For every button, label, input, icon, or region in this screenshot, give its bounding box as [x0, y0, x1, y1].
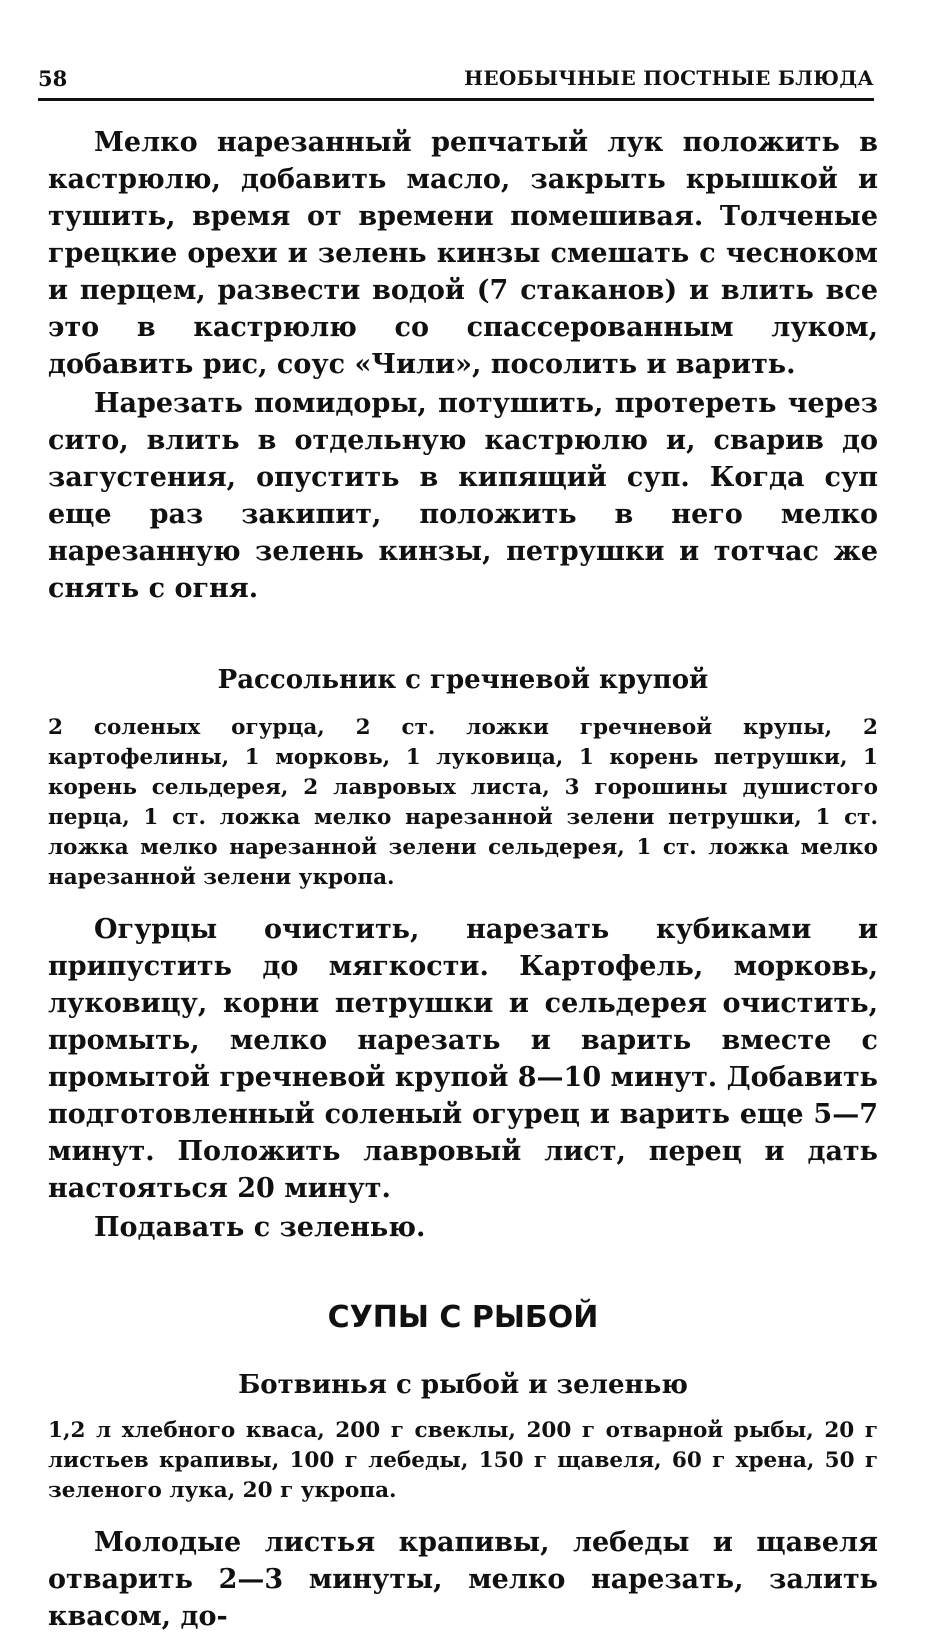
section-title: СУПЫ С РЫБОЙ [327, 1300, 599, 1335]
body-paragraph: Подавать с зеленью. [94, 1212, 426, 1243]
body-paragraph: Нарезать помидоры, потушить, протереть через сито, влить в отдельную кастрюлю и, сварив до загустения, опустить в кипящий суп. Когда суп еще раз закипит, положить в него мелко нарезанную зелень кинзы, петрушки и тотчас же снять с огня. [48, 388, 878, 604]
body-paragraph: Мелко нарезанный репчатый лук положить в кастрюлю, добавить масло, закрыть крышкой и тушить, время от времени помешивая. Толченые грецкие орехи и зелень кинзы смешать с чесноком и перцем, развести водой (7 стаканов) и влить все это в кастрюлю со спассерованным луком, добавить рис, соус «Чили», посолить и варить. [48, 127, 878, 380]
ingredients-list: 2 соленых огурца, 2 ст. ложки гречневой крупы, 2 картофелины, 1 морковь, 1 луковица, 1 корень петрушки, 1 корень сельдерея, 2 лавровых листа, 3 горошины душистого перца, 1 ст. ложка мелко нарезанной зелени петрушки, 1 ст. ложка мелко нарезанной зелени сельдерея, 1 ст. ложка мелко нарезанной зелени укропа. [48, 715, 878, 890]
body-paragraph: Молодые листья крапивы, лебеды и щавеля отварить 2—3 минуты, мелко нарезать, залить квасом, до- [48, 1527, 878, 1632]
page-content [48, 124, 878, 1635]
page-number: 58 [38, 66, 68, 91]
running-title: НЕОБЫЧНЫЕ ПОСТНЫЕ БЛЮДА [464, 66, 874, 90]
body-paragraph: Огурцы очистить, нарезать кубиками и припустить до мягкости. Картофель, морковь, луковицу, корни петрушки и сельдерея очистить, промыть, мелко нарезать и варить вместе с промытой гречневой крупой 8—10 минут. Добавить подготовленный соленый огурец и варить еще 5—7 минут. Положить лавровый лист, перец и дать настояться 20 минут. [48, 914, 878, 1204]
running-header [38, 62, 874, 101]
recipe-title: Ботвинья с рыбой и зеленью [238, 1370, 688, 1400]
recipe-title: Рассольник с гречневой крупой [217, 665, 709, 695]
ingredients-list: 1,2 л хлебного кваса, 200 г свеклы, 200 г отварной рыбы, 20 г листьев крапивы, 100 г лебеды, 150 г щавеля, 60 г хрена, 50 г зеленого лука, 20 г укропа. [48, 1418, 878, 1503]
